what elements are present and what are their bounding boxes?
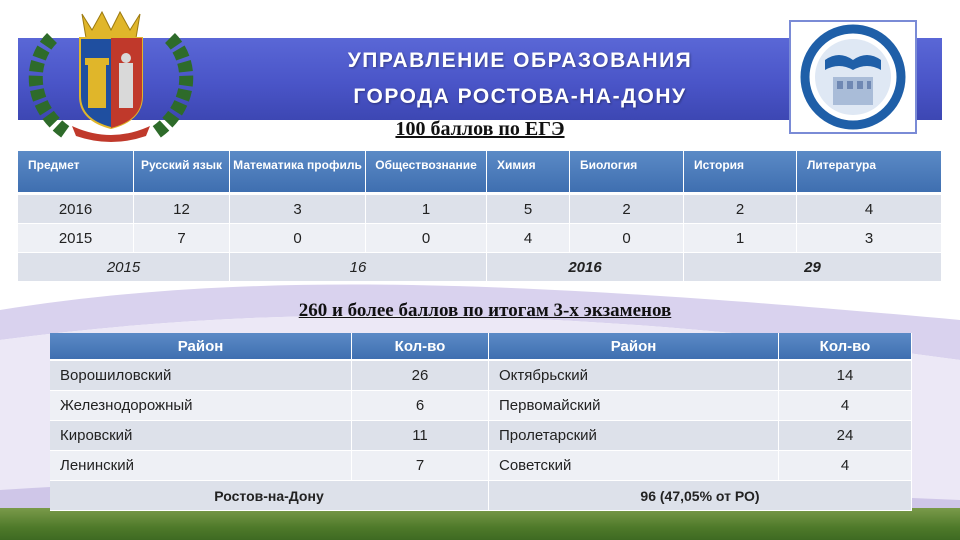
- table-cell: 0: [570, 224, 684, 253]
- district-count: 4: [779, 451, 912, 481]
- total-value: 96 (47,05% от РО): [489, 481, 912, 511]
- table-cell: 5: [487, 195, 570, 224]
- district-name: Кировский: [50, 421, 352, 451]
- district-count: 26: [352, 361, 489, 391]
- totals-year-2015: 2015: [18, 253, 230, 282]
- table-row: [18, 195, 942, 224]
- education-logo-icon: [791, 22, 915, 132]
- district-name: Пролетарский: [489, 421, 779, 451]
- page-title-line1: УПРАВЛЕНИЕ ОБРАЗОВАНИЯ: [347, 49, 693, 72]
- table-row: [50, 361, 912, 391]
- table-cell: 0: [230, 224, 366, 253]
- column-header: Предмет: [18, 151, 134, 195]
- table-cell: 2: [684, 195, 797, 224]
- page-title: [300, 44, 740, 116]
- table-cell: 1: [366, 195, 487, 224]
- section2-title: 260 и более баллов по итогам 3-х экзаменов: [298, 300, 672, 321]
- table-row: [50, 421, 912, 451]
- district-count: 6: [352, 391, 489, 421]
- district-count: 24: [779, 421, 912, 451]
- column-header: Литература: [797, 151, 942, 195]
- district-name: Железнодорожный: [50, 391, 352, 421]
- table-cell: 4: [797, 195, 942, 224]
- district-name: Ленинский: [50, 451, 352, 481]
- table-cell: 4: [487, 224, 570, 253]
- column-header: Математика профиль: [230, 151, 366, 195]
- district-name: Первомайский: [489, 391, 779, 421]
- table-cell: 7: [134, 224, 230, 253]
- grass-strip: [0, 508, 960, 540]
- totals-value-2016: 29: [684, 253, 942, 282]
- ege-100-table: [18, 151, 942, 282]
- district-count: 14: [779, 361, 912, 391]
- total-row: [50, 481, 912, 511]
- district-count: 11: [352, 421, 489, 451]
- column-header: Русский язык: [134, 151, 230, 195]
- total-label: Ростов-на-Дону: [50, 481, 489, 511]
- table-header-row: [18, 151, 942, 195]
- column-header-district: Район: [489, 333, 779, 361]
- column-header-count: Кол-во: [779, 333, 912, 361]
- education-logo: [789, 20, 917, 134]
- table-cell: 0: [366, 224, 487, 253]
- table-row: [18, 224, 942, 253]
- district-name: Советский: [489, 451, 779, 481]
- districts-260-table: [50, 333, 912, 511]
- table-cell: 3: [230, 195, 366, 224]
- totals-row: [18, 253, 942, 282]
- table-cell: 12: [134, 195, 230, 224]
- table-cell: 2015: [18, 224, 134, 253]
- table-cell: 3: [797, 224, 942, 253]
- table-row: [50, 391, 912, 421]
- column-header-district: Район: [50, 333, 352, 361]
- table-cell: 1: [684, 224, 797, 253]
- table-row: [50, 451, 912, 481]
- totals-year-2016: 2016: [487, 253, 684, 282]
- totals-value-2015: 16: [230, 253, 487, 282]
- column-header: Биология: [570, 151, 684, 195]
- page-title-line2: ГОРОДА РОСТОВА-НА-ДОНУ: [353, 85, 687, 108]
- district-count: 4: [779, 391, 912, 421]
- column-header: История: [684, 151, 797, 195]
- column-header: Обществознание: [366, 151, 487, 195]
- coat-of-arms-icon: [22, 8, 200, 144]
- table-cell: 2016: [18, 195, 134, 224]
- column-header: Химия: [487, 151, 570, 195]
- section1-title: 100 баллов по ЕГЭ: [395, 118, 565, 140]
- table-cell: 2: [570, 195, 684, 224]
- column-header-count: Кол-во: [352, 333, 489, 361]
- district-name: Ворошиловский: [50, 361, 352, 391]
- table-header-row: [50, 333, 912, 361]
- district-name: Октябрьский: [489, 361, 779, 391]
- district-count: 7: [352, 451, 489, 481]
